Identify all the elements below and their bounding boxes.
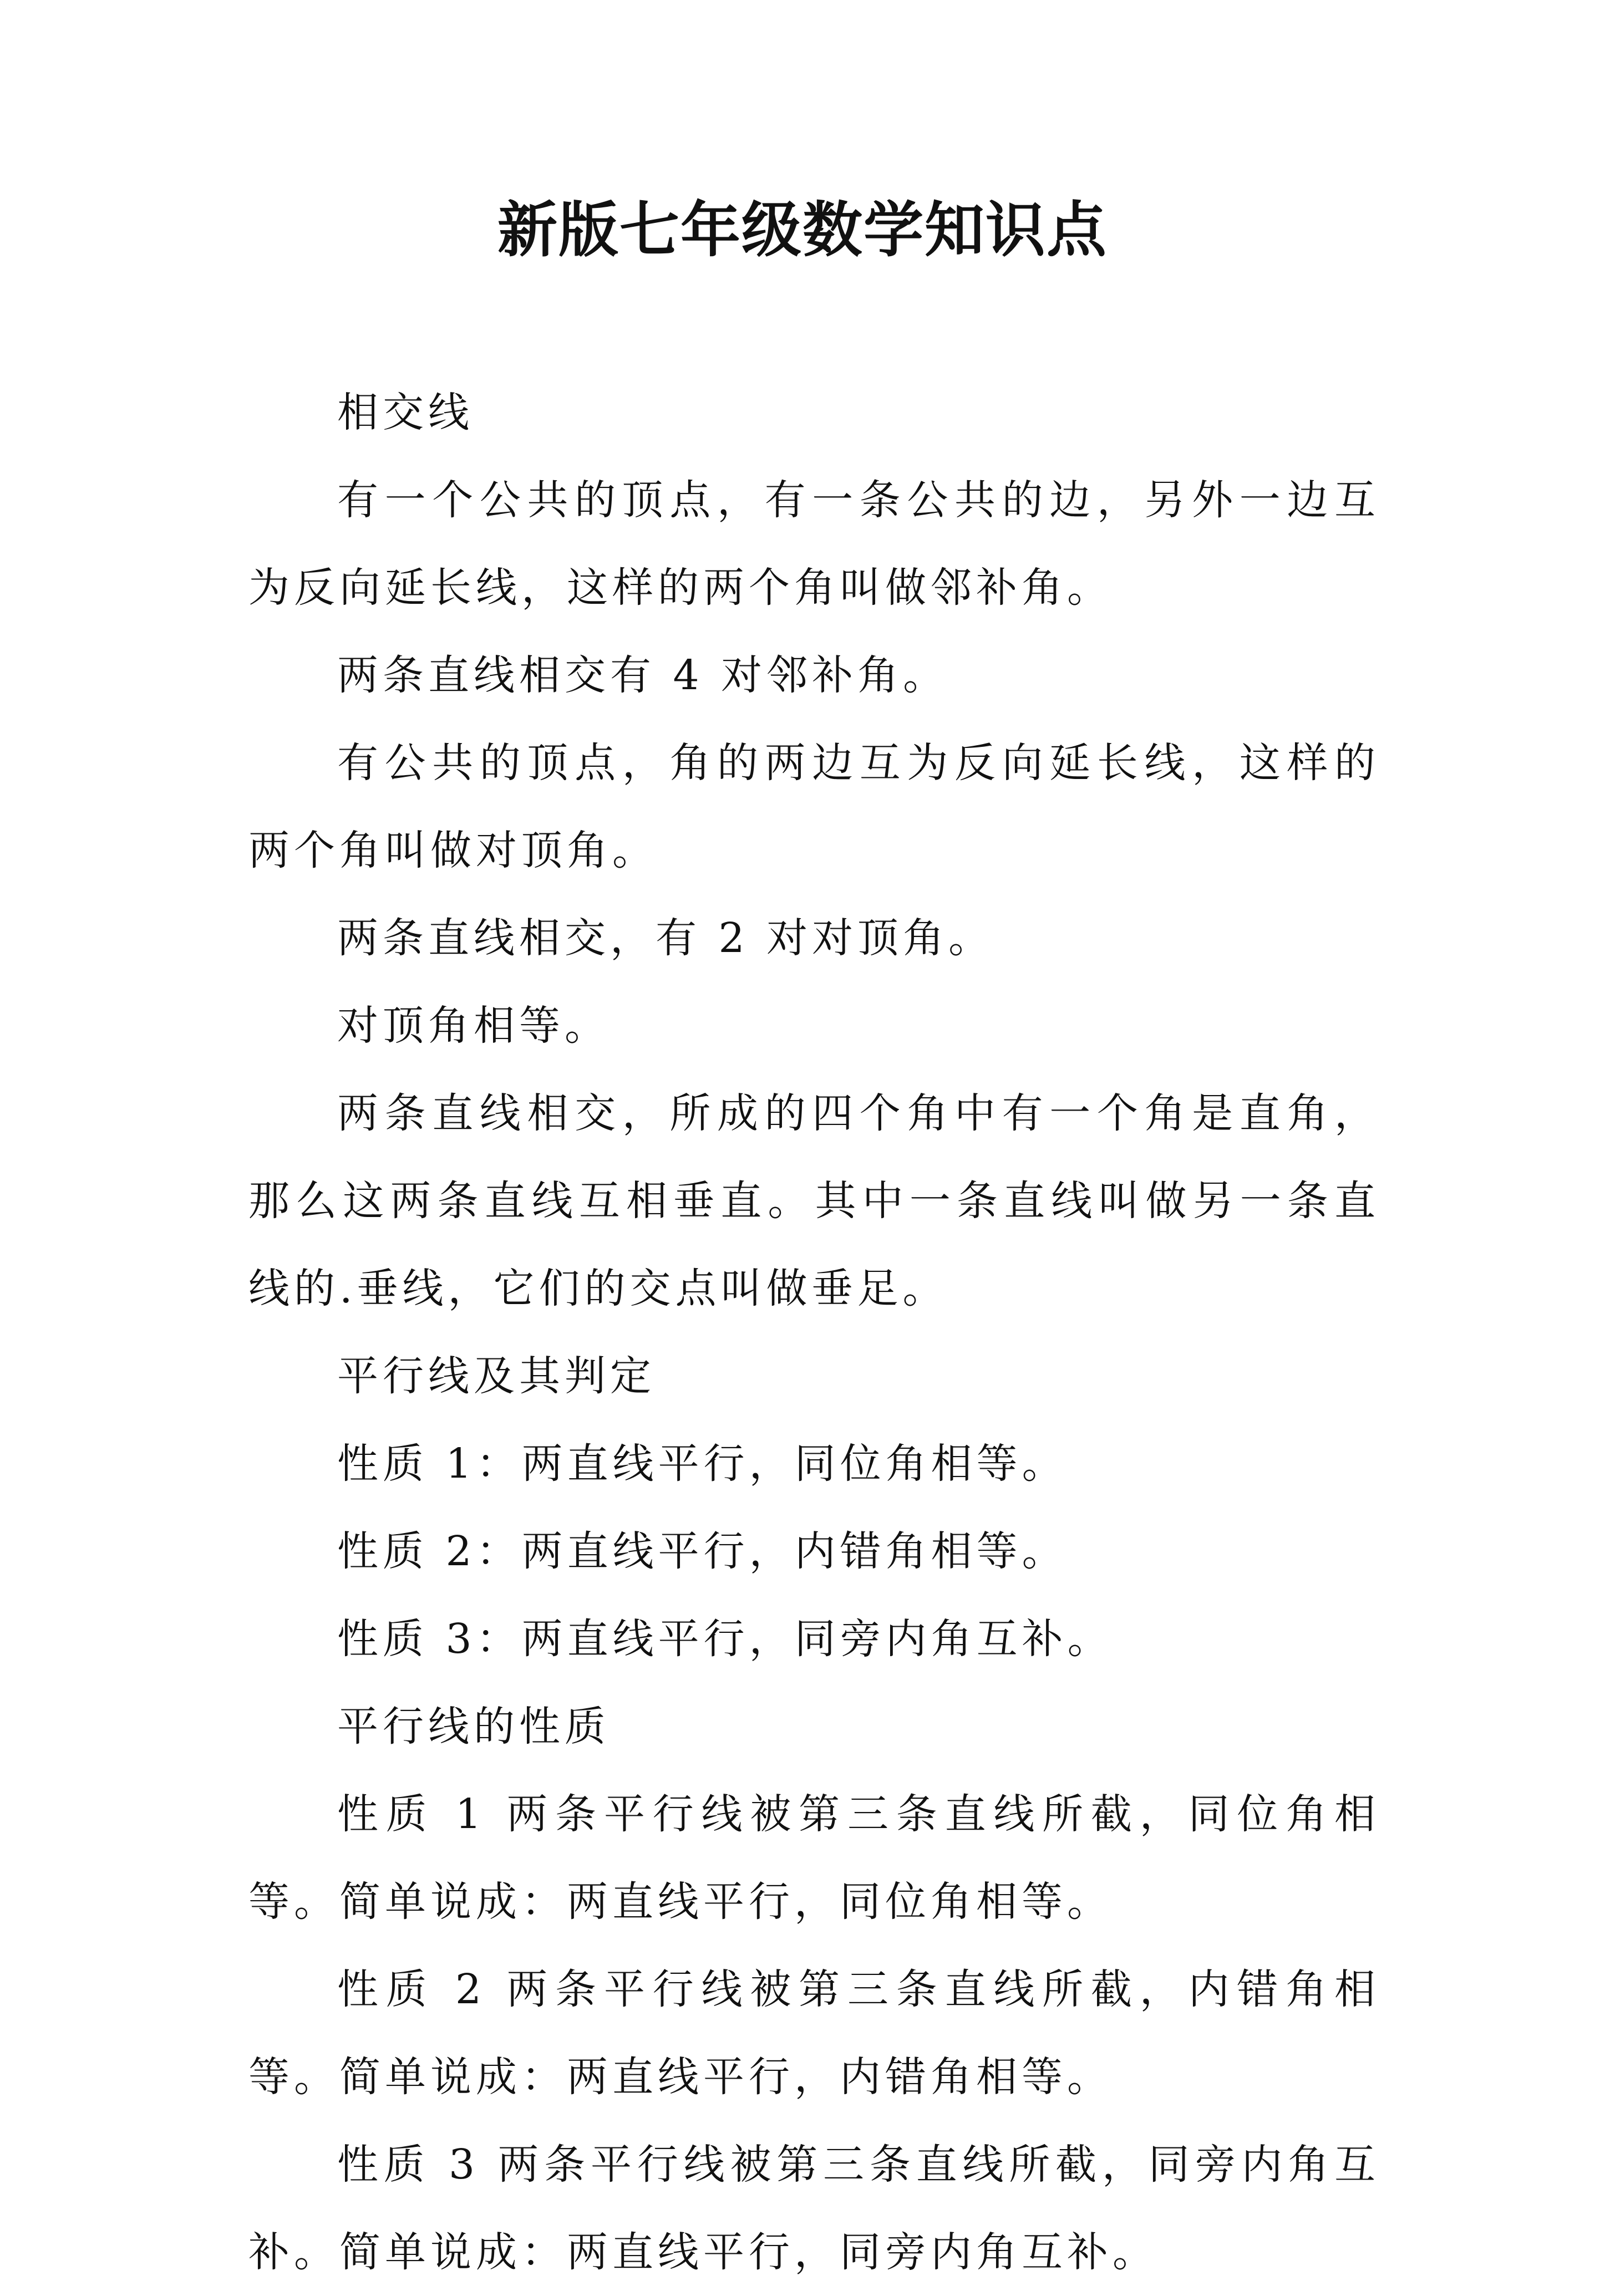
paragraph: 有公共的顶点，角的两边互为反向延长线，这样的两个角叫做对顶角。 (248, 739, 1380, 874)
paragraph: 性质 1 两条平行线被第三条直线所截，同位角相等。简单说成：两直线平行，同位角相等。 (248, 1790, 1380, 1926)
document-title: 新版七年级数学知识点 (497, 195, 1108, 265)
paragraph: 平行线及其判定 (337, 1352, 656, 1400)
paragraph: 平行线的性质 (337, 1703, 610, 1750)
document-body (248, 369, 1380, 2296)
paragraph: 两条直线相交，所成的四个角中有一个角是直角，那么这两条直线互相垂直。其中一条直线叫做另一条直线的.垂线，它们的交点叫做垂足。 (248, 1090, 1380, 1312)
paragraph: 性质 1：两直线平行，同位角相等。 (337, 1440, 1068, 1488)
paragraph: 对顶角相等。 (337, 1002, 610, 1050)
paragraph: 性质 3：两直线平行，同旁内角互补。 (337, 1615, 1113, 1663)
paragraph: 性质 2 两条平行线被第三条直线所截，内错角相等。简单说成：两直线平行，内错角相等。 (248, 1966, 1380, 2101)
paragraph: 性质 3 两条平行线被第三条直线所截，同旁内角互补。简单说成：两直线平行，同旁内角互补。 (248, 2141, 1380, 2276)
paragraph: 相交线 (337, 389, 474, 436)
paragraph: 两条直线相交，有 2 对对顶角。 (337, 914, 994, 962)
paragraph: 性质 2：两直线平行，内错角相等。 (337, 1528, 1068, 1575)
paragraph: 两条直线相交有 4 对邻补角。 (337, 651, 949, 699)
paragraph: 有一个公共的顶点，有一条公共的边，另外一边互为反向延长线，这样的两个角叫做邻补角。 (248, 476, 1380, 612)
